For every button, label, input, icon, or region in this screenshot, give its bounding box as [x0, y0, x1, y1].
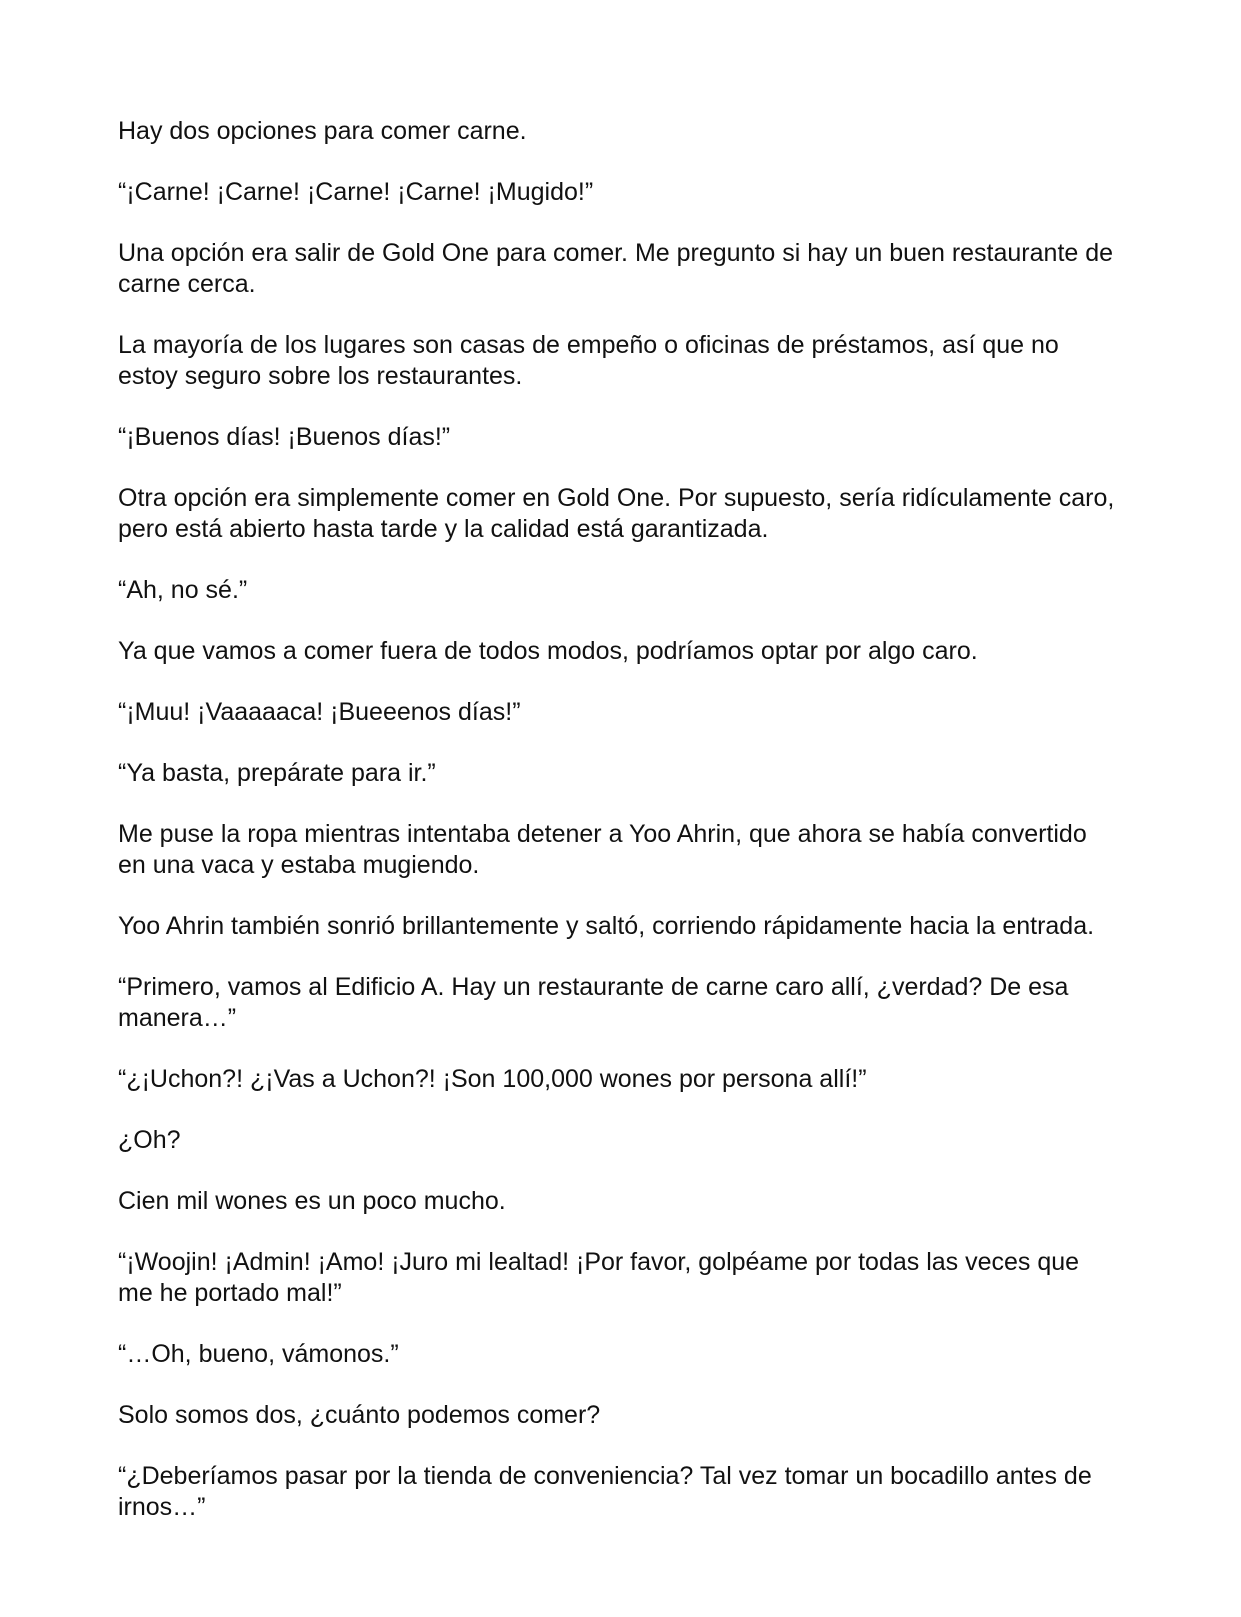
paragraph: Yoo Ahrin también sonrió brillantemente y saltó, corriendo rápidamente hacia la entrada.: [118, 912, 1095, 940]
paragraph: “¡Woojin! ¡Admin! ¡Amo! ¡Juro mi lealtad! ¡Por favor, golpéame por todas las veces que me he portado mal!”: [118, 1248, 1080, 1307]
paragraph: “¡Buenos días! ¡Buenos días!”: [118, 423, 451, 451]
paragraph: Me puse la ropa mientras intentaba detener a Yoo Ahrin, que ahora se había convertido en una vaca y estaba mugiendo.: [118, 820, 1087, 879]
paragraph: Ya que vamos a comer fuera de todos modos, podríamos optar por algo caro.: [118, 637, 978, 665]
paragraph: “¿Deberíamos pasar por la tienda de conveniencia? Tal vez tomar un bocadillo antes de irnos…”: [118, 1462, 1092, 1521]
paragraph: Solo somos dos, ¿cuánto podemos comer?: [118, 1401, 601, 1429]
paragraph: ¿Oh?: [118, 1126, 181, 1154]
paragraph: Una opción era salir de Gold One para comer. Me pregunto si hay un buen restaurante de carne cerca.: [118, 239, 1114, 298]
paragraph: Cien mil wones es un poco mucho.: [118, 1187, 506, 1215]
document-body: [118, 116, 1118, 1553]
paragraph: Hay dos opciones para comer carne.: [118, 117, 527, 145]
paragraph: “¡Muu! ¡Vaaaaaca! ¡Bueeenos días!”: [118, 698, 521, 726]
paragraph: “Primero, vamos al Edificio A. Hay un restaurante de carne caro allí, ¿verdad? De esa manera…”: [118, 973, 1069, 1032]
paragraph: “¡Carne! ¡Carne! ¡Carne! ¡Carne! ¡Mugido!”: [118, 178, 594, 206]
paragraph: “¿¡Uchon?! ¿¡Vas a Uchon?! ¡Son 100,000 wones por persona allí!”: [118, 1065, 867, 1093]
paragraph: “Ya basta, prepárate para ir.”: [118, 759, 436, 787]
paragraph: Otra opción era simplemente comer en Gold One. Por supuesto, sería ridículamente caro, pero está abierto hasta tarde y la calidad está garantizada.: [118, 484, 1115, 543]
paragraph: “…Oh, bueno, vámonos.”: [118, 1340, 399, 1368]
paragraph: “Ah, no sé.”: [118, 576, 248, 604]
paragraph: La mayoría de los lugares son casas de empeño o oficinas de préstamos, así que no estoy seguro sobre los restaurantes.: [118, 331, 1059, 390]
